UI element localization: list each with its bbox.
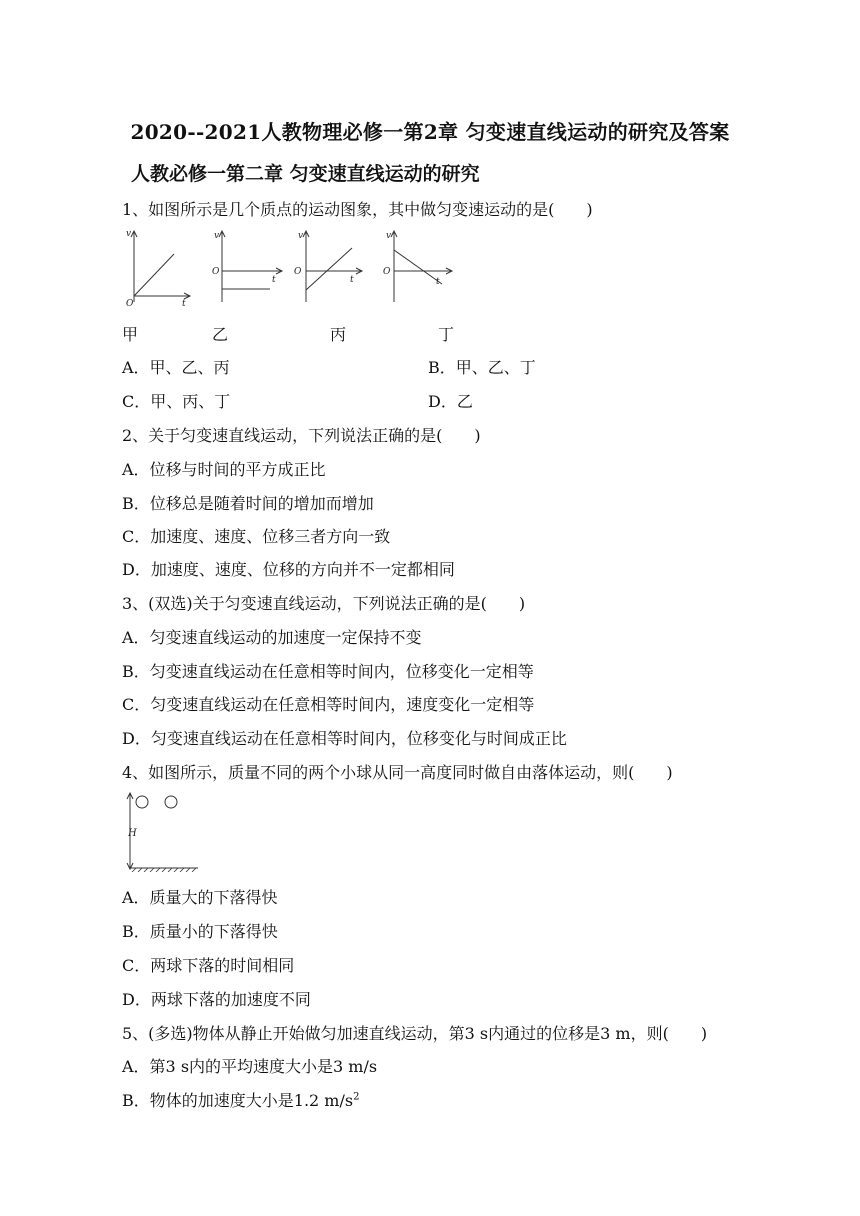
height-label: H — [128, 828, 137, 839]
q4-option-a: A．质量大的下落得快 — [122, 888, 278, 907]
q3-stem: 3、(双选)关于匀变速直线运动，下列说法正确的是( ) — [122, 594, 526, 613]
ground-hatching — [132, 868, 196, 872]
q2-option-c: C．加速度、速度、位移三者方向一致 — [122, 527, 391, 546]
q1-option-b: B．甲、乙、丁 — [428, 358, 536, 377]
q2-option-d: D．加速度、速度、位移的方向并不一定都相同 — [122, 560, 455, 579]
q4-option-d: D．两球下落的加速度不同 — [122, 990, 311, 1009]
graph-label-yi: 乙 — [212, 325, 229, 344]
q1-option-c: C．甲、丙、丁 — [122, 392, 231, 411]
graph-label-jia: 甲 — [122, 325, 139, 344]
q2-option-b: B．位移总是随着时间的增加而增加 — [122, 494, 374, 513]
graph-bing — [290, 226, 370, 312]
origin-label: O — [126, 299, 134, 308]
v-label: v — [214, 231, 220, 241]
v-label: v — [298, 231, 304, 241]
q5-option-b-superscript: 2 — [353, 1091, 360, 1103]
q3-option-b: B．匀变速直线运动在任意相等时间内，位移变化一定相等 — [122, 662, 534, 681]
graph-label-bing: 丙 — [330, 325, 347, 344]
q3-option-c: C．匀变速直线运动在任意相等时间内，速度变化一定相等 — [122, 695, 535, 714]
q2-option-a: A．位移与时间的平方成正比 — [122, 460, 326, 479]
document-title: 2020--2021人教物理必修一第2章 匀变速直线运动的研究及答案 — [130, 120, 730, 144]
q3-option-d: D．匀变速直线运动在任意相等时间内，位移变化与时间成正比 — [122, 729, 567, 748]
q5-option-b — [122, 1088, 359, 1111]
q5-stem: 5、(多选)物体从静止开始做匀加速直线运动，第3 s内通过的位移是3 m，则( ) — [122, 1024, 708, 1043]
graph-line — [134, 254, 174, 296]
t-label: t — [350, 275, 354, 285]
v-label: v — [126, 229, 132, 239]
graph-label-ding: 丁 — [438, 325, 455, 344]
ball-large — [136, 796, 148, 808]
origin-label: O — [212, 267, 220, 277]
t-label: t — [436, 277, 440, 287]
graph-jia — [122, 226, 194, 312]
t-label: t — [272, 275, 276, 285]
q1-option-d: D．乙 — [428, 392, 473, 411]
q5-option-a: A．第3 s内的平均速度大小是3 m/s — [122, 1057, 378, 1076]
q1-option-a: A．甲、乙、丙 — [122, 358, 230, 377]
q5-option-b-text: B．物体的加速度大小是1.2 m/s — [122, 1091, 354, 1110]
q2-stem: 2、关于匀变速直线运动，下列说法正确的是( ) — [122, 426, 481, 445]
q4-option-b: B．质量小的下落得快 — [122, 922, 278, 941]
section-subtitle: 人教必修一第二章 匀变速直线运动的研究 — [131, 163, 480, 185]
free-fall-figure — [120, 790, 210, 876]
q4-option-c: C．两球下落的时间相同 — [122, 956, 295, 975]
q4-stem: 4、如图所示，质量不同的两个小球从同一高度同时做自由落体运动，则( ) — [122, 763, 673, 782]
q1-stem: 1、如图所示是几个质点的运动图象，其中做匀变速运动的是( ) — [122, 200, 593, 219]
t-label: t — [182, 299, 186, 308]
graph-yi — [206, 226, 286, 312]
q3-option-a: A．匀变速直线运动的加速度一定保持不变 — [122, 628, 422, 647]
ball-small — [165, 796, 177, 808]
graph-line — [306, 248, 352, 290]
origin-label: O — [383, 267, 391, 277]
graph-line — [394, 250, 442, 284]
v-label: v — [386, 231, 392, 241]
graph-ding — [380, 226, 460, 312]
origin-label: O — [294, 267, 302, 277]
